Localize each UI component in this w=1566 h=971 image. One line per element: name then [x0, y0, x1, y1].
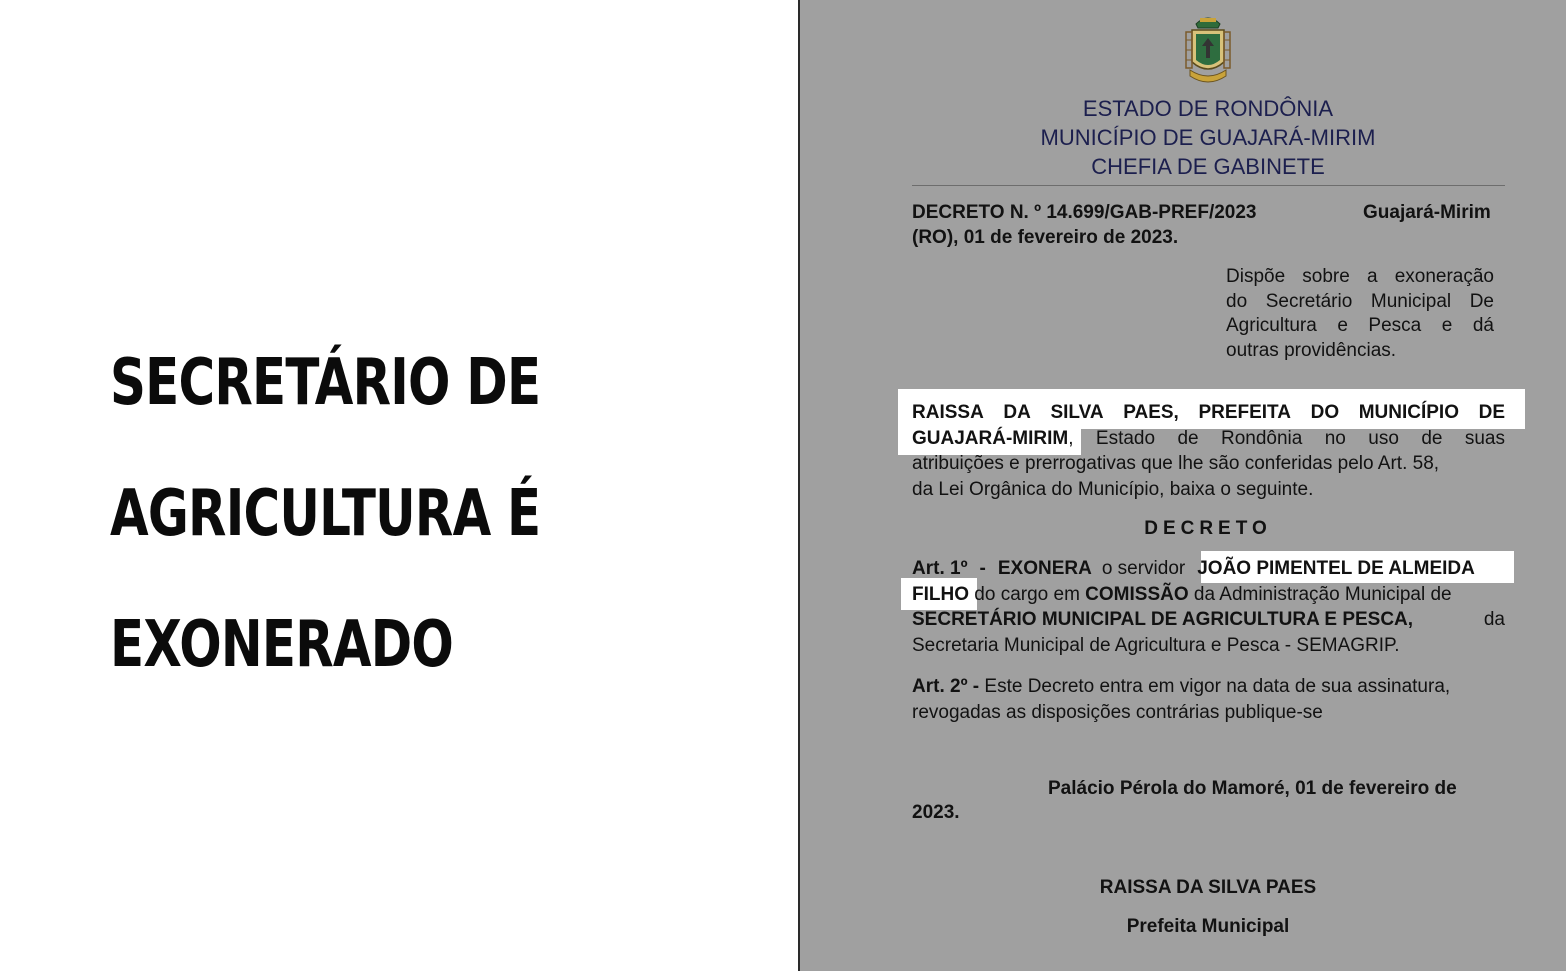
- decree-date: (RO), 01 de fevereiro de 2023.: [912, 227, 1179, 248]
- closing-line: Palácio Pérola do Mamoré, 01 de fevereiro de: [1048, 778, 1457, 799]
- signature-title: Prefeita Municipal: [1126, 916, 1290, 937]
- decree-preamble: [912, 400, 1505, 502]
- article-label: Art. 2º -: [912, 676, 980, 697]
- summary-line: do Secretário Municipal De: [1226, 290, 1494, 312]
- employee-name: FILHO: [912, 583, 969, 605]
- article-line: [912, 556, 1505, 582]
- preamble-line: [912, 477, 1505, 503]
- header-state: ESTADO DE RONDÔNIA: [1082, 96, 1334, 121]
- headline: [110, 318, 578, 711]
- preamble-line: [912, 400, 1505, 426]
- municipal-coat-of-arms-icon: [1182, 10, 1234, 90]
- summary-line: outras providências.: [1226, 339, 1397, 361]
- header-office: CHEFIA DE GABINETE: [1091, 154, 1325, 179]
- article-text: revogadas as disposições contrárias publique-se: [912, 701, 1323, 723]
- municipality-name: GUAJARÁ-MIRIM: [912, 427, 1069, 449]
- position-name: SECRETÁRIO MUNICIPAL DE AGRICULTURA E PESCA,: [912, 609, 1414, 630]
- preamble-word: DA: [1003, 402, 1031, 423]
- preamble-word: RAISSA: [912, 402, 984, 423]
- decree-number: DECRETO N. º 14.699/GAB-PREF/2023: [912, 202, 1257, 223]
- preamble-word: DO: [1310, 402, 1340, 423]
- employee-name: JOÃO PIMENTEL DE ALMEIDA: [1197, 558, 1475, 579]
- article-label: Art. 1º: [912, 558, 968, 579]
- summary-line: Dispõe sobre a exoneração: [1226, 266, 1494, 287]
- decree-document: [800, 0, 1566, 971]
- summary-line: Agricultura e Pesca e dá: [1226, 315, 1494, 336]
- article-text: da Administração Municipal de: [1188, 583, 1452, 605]
- article-line: [912, 700, 1505, 726]
- headline-line: AGRICULTURA É: [110, 477, 541, 551]
- article-text: da: [1483, 609, 1505, 630]
- commission-label: COMISSÃO: [1085, 583, 1189, 605]
- preamble-word: DE: [1478, 402, 1505, 423]
- article-line: [912, 582, 1505, 608]
- decree-place: Guajará-Mirim: [1363, 202, 1491, 223]
- preamble-word: MUNICÍPIO: [1358, 402, 1459, 423]
- article-text: Este Decreto entra em vigor na data de sua assinatura,: [979, 676, 1451, 697]
- preamble-word: PAES,: [1123, 402, 1179, 423]
- header-rule: [912, 185, 1505, 186]
- headline-line: EXONERADO: [110, 608, 454, 682]
- preamble-text: atribuições e prerrogativas que lhe são conferidas pelo Art. 58,: [912, 453, 1440, 474]
- article-text: do cargo em: [969, 583, 1086, 605]
- article-text: Secretaria Municipal de Agricultura e Pesca - SEMAGRIP.: [912, 634, 1400, 656]
- preamble-text: , Estado de Rondônia no uso de suas: [1068, 427, 1505, 449]
- article-text: o servidor: [1101, 558, 1186, 579]
- preamble-word: SILVA: [1050, 402, 1104, 423]
- document-header: [800, 94, 1566, 181]
- article-line: [912, 674, 1505, 700]
- article-line: [912, 607, 1505, 633]
- article-2: [912, 674, 1505, 725]
- preamble-line: [912, 451, 1505, 477]
- headline-line: SECRETÁRIO DE: [110, 346, 541, 420]
- header-municipality: MUNICÍPIO DE GUAJARÁ-MIRIM: [1040, 125, 1376, 150]
- preamble-line: [912, 426, 1505, 452]
- article-dash: -: [979, 558, 986, 579]
- preamble-text: da Lei Orgânica do Município, baixa o seguinte.: [912, 478, 1314, 500]
- article-1: [912, 556, 1505, 658]
- article-line: [912, 633, 1505, 659]
- decree-summary: [1226, 265, 1494, 363]
- preamble-word: PREFEITA: [1198, 402, 1291, 423]
- decree-heading: DECRETO: [1144, 518, 1272, 539]
- signature-name: RAISSA DA SILVA PAES: [1099, 877, 1317, 898]
- closing-year: 2023.: [912, 802, 960, 823]
- article-verb: EXONERA: [997, 558, 1092, 579]
